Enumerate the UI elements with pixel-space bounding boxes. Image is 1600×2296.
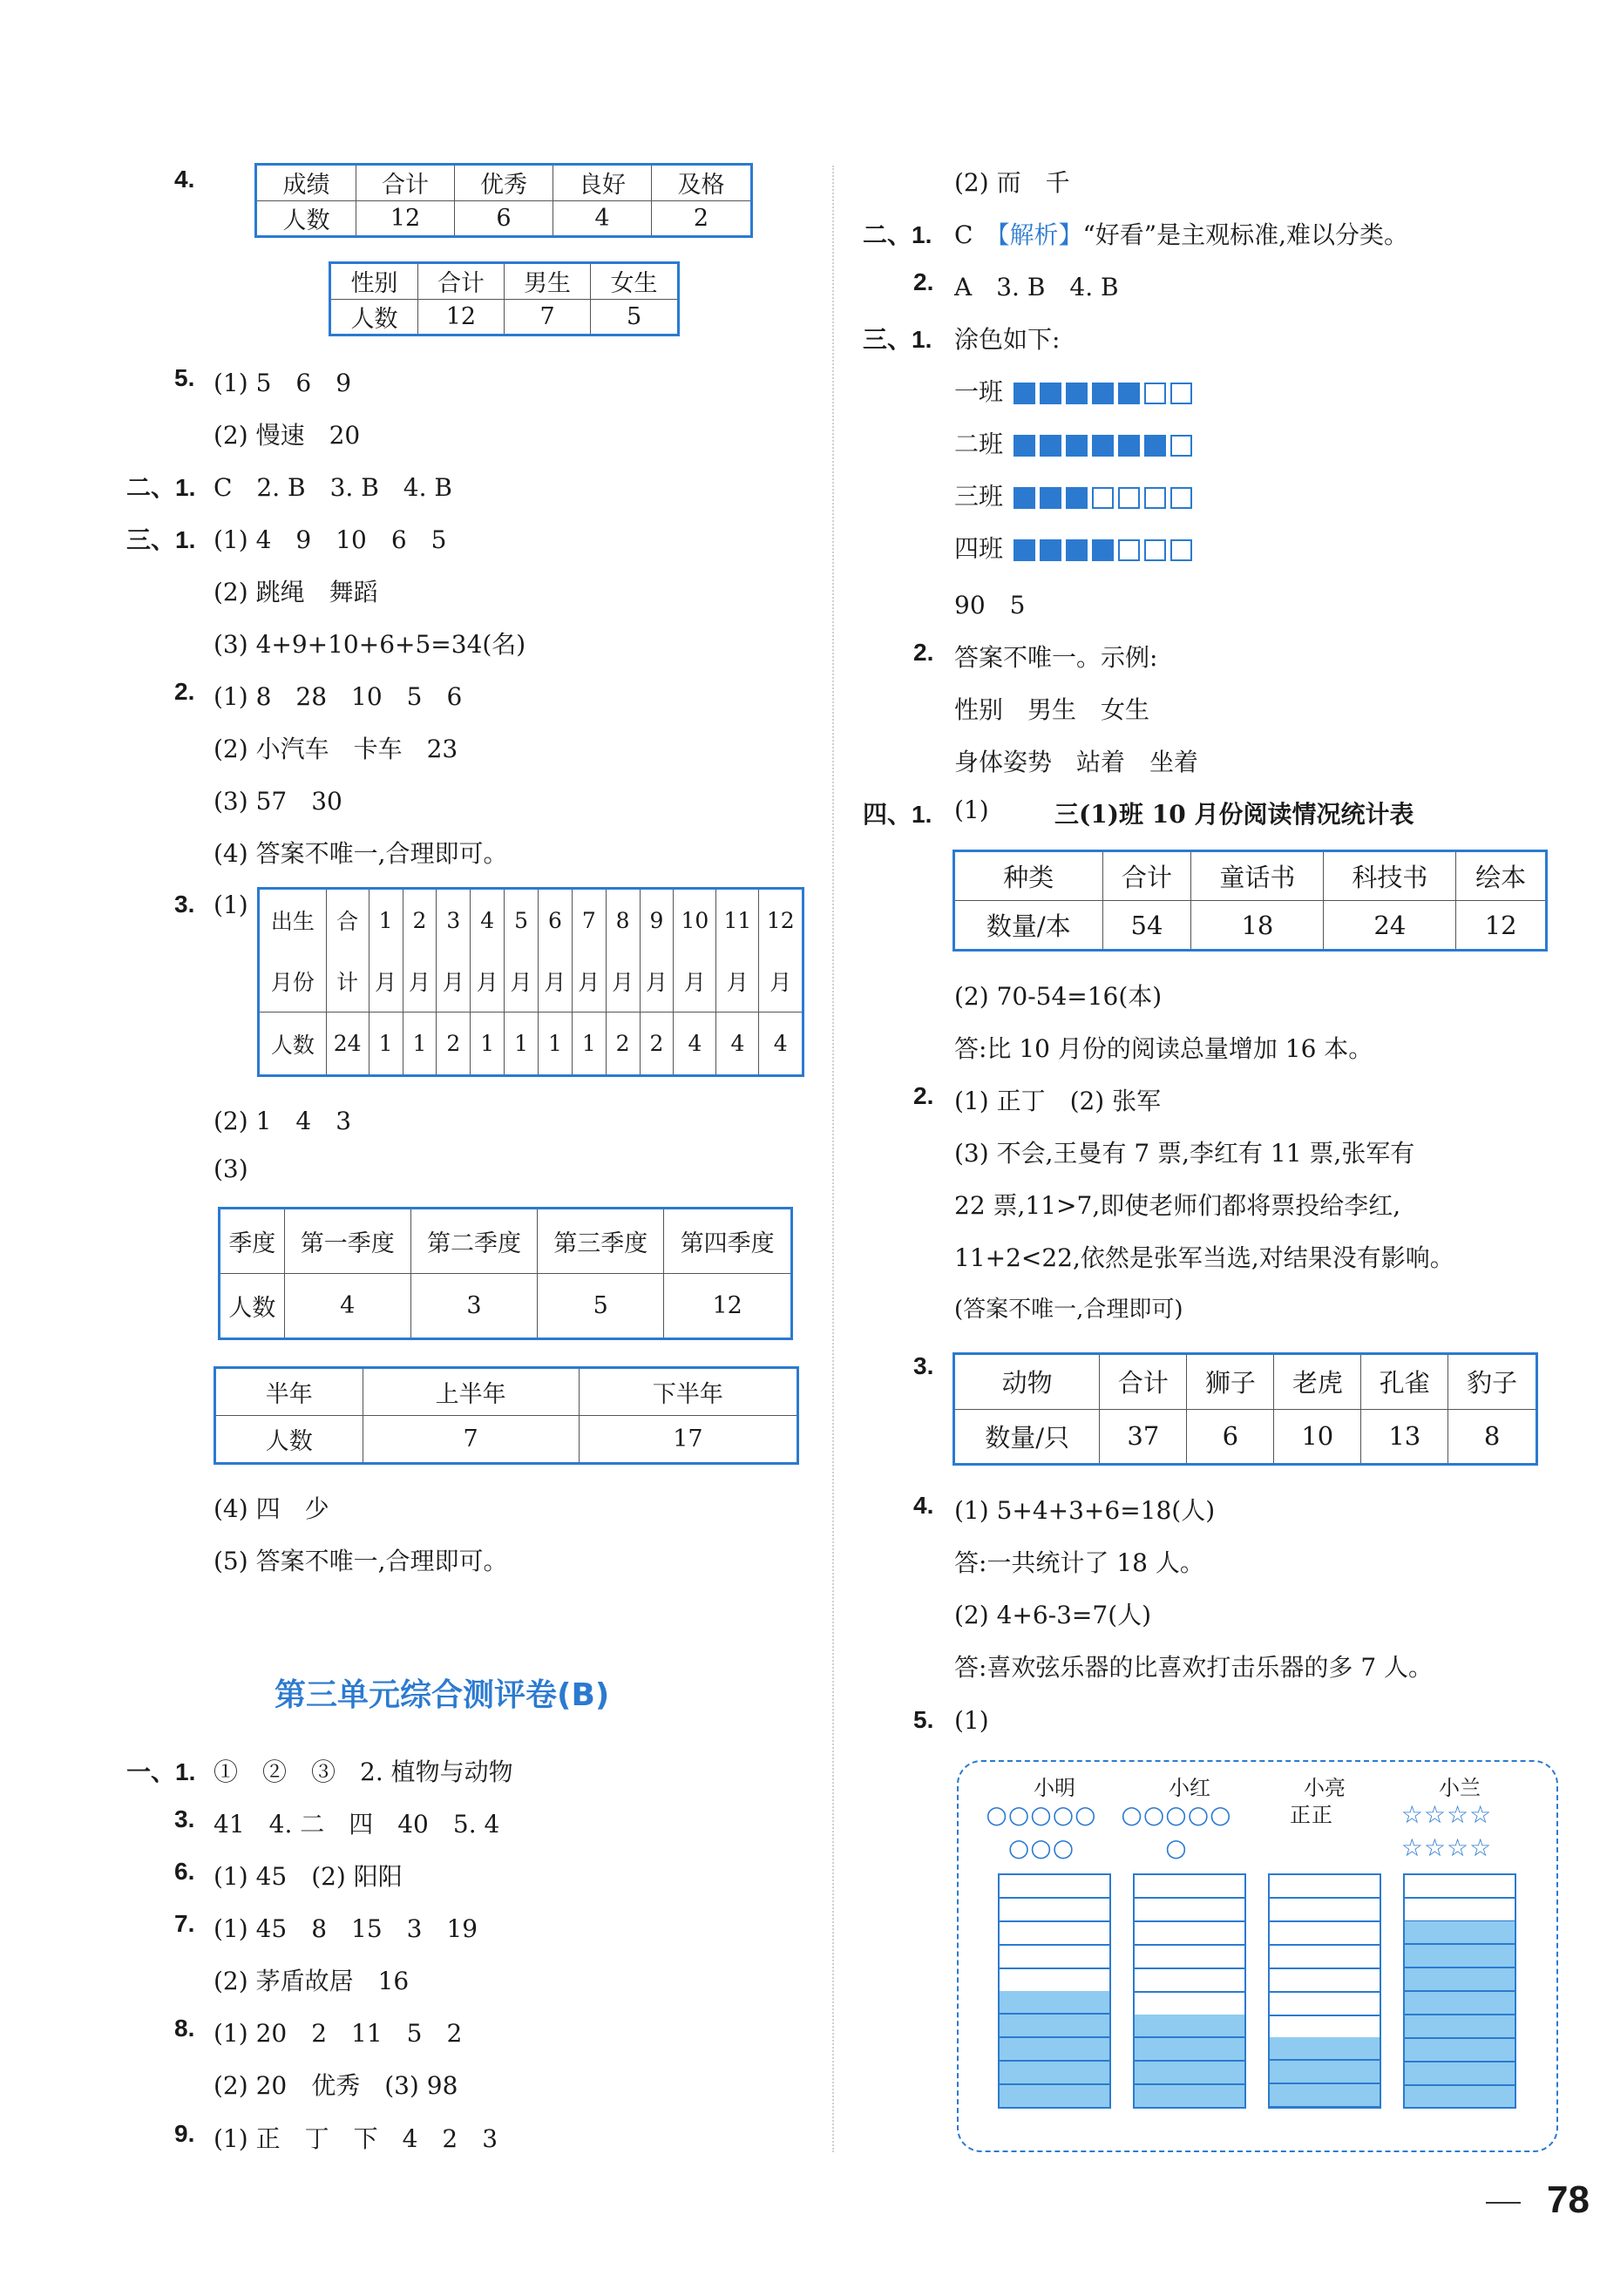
quarter-row	[220, 1209, 792, 1274]
animal-cell: 6	[1187, 1409, 1274, 1465]
empty-square	[1170, 383, 1192, 404]
chart-area	[980, 1771, 1538, 2137]
reading-cell: 绘本	[1456, 851, 1547, 901]
half-cell: 人数	[215, 1416, 363, 1464]
empty-square	[1144, 539, 1166, 561]
section-2-answers: C 2. B 3. B 4. B	[214, 473, 452, 502]
s3-3-2: (2) 1 4 3	[214, 1107, 352, 1135]
filled-square	[1040, 435, 1061, 457]
animal-cell: 豹子	[1448, 1354, 1537, 1410]
grades-row	[256, 165, 752, 201]
half-cell: 下半年	[579, 1368, 797, 1416]
s3-2-3: (3) 57 30	[214, 787, 342, 816]
month-cell: 月	[471, 951, 505, 1012]
month-cell: 月	[674, 951, 716, 1012]
half-year-table	[214, 1366, 799, 1465]
empty-square	[1092, 487, 1114, 509]
month-cell: 月	[606, 951, 640, 1012]
r3-2-label: 2.	[913, 639, 934, 666]
reading-cell: 合计	[1102, 851, 1191, 901]
r4-label: 四、1.	[863, 801, 932, 828]
class-row	[954, 425, 1197, 460]
month-cell: 出生	[259, 889, 327, 952]
grades-cell: 6	[455, 200, 553, 237]
chart-tally: 正正	[1290, 1803, 1333, 1827]
reading-cell: 数量/本	[954, 901, 1103, 951]
filled-square	[1014, 435, 1035, 457]
filled-square	[1014, 487, 1035, 509]
chart-category-label: 小红	[1169, 1776, 1210, 1800]
b9-label: 9.	[174, 2120, 195, 2147]
month-cell: 24	[326, 1013, 369, 1076]
r2-2-answers: A 3. B 4. B	[954, 273, 1119, 301]
grades-cell: 及格	[651, 165, 751, 201]
month-cell: 3	[437, 889, 471, 952]
month-cell: 1	[369, 889, 403, 952]
empty-square	[1144, 383, 1166, 404]
s3-2-2: (2) 小汽车 卡车 23	[214, 735, 458, 763]
b3-label: 3.	[174, 1805, 195, 1832]
unit-title: 第三单元综合测评卷(B)	[275, 1677, 610, 1713]
s3-1-3: (3) 4+9+10+6+5=34(名)	[214, 630, 526, 659]
gender-cell: 7	[504, 299, 590, 335]
gender-cell: 12	[417, 299, 504, 335]
filled-square	[1144, 435, 1166, 457]
quarter-cell: 第四季度	[664, 1209, 792, 1274]
r4d-1-answer: 答:一共统计了 18 人。	[954, 1548, 1204, 1577]
gender-cell: 5	[591, 299, 679, 335]
r4-2-answer: 答:比 10 月份的阅读总量增加 16 本。	[954, 1034, 1373, 1063]
reading-table-title: 三(1)班 10 月份阅读情况统计表	[1054, 800, 1414, 829]
animal-cell: 13	[1361, 1409, 1448, 1465]
month-row	[259, 889, 803, 952]
b8-answers-1: (1) 20 2 11 5 2	[214, 2019, 463, 2048]
r4d-2: (2) 4+6-3=7(人)	[954, 1601, 1152, 1629]
month-cell: 1	[538, 1013, 572, 1076]
r2-choice: C	[954, 220, 973, 249]
chart-bar	[1000, 1991, 1109, 2107]
q5-label: 5.	[174, 364, 195, 391]
b7-label: 7.	[174, 1910, 195, 1937]
gender-cell: 合计	[417, 263, 504, 300]
filled-square	[1118, 383, 1140, 404]
r3-2-a: 性别 男生 女生	[954, 695, 1150, 724]
grades-row	[256, 200, 752, 237]
filled-square	[1092, 383, 1114, 404]
month-cell: 月	[538, 951, 572, 1012]
quarter-row	[220, 1274, 792, 1339]
tally-bar-chart	[957, 1760, 1558, 2152]
quarter-cell: 12	[664, 1274, 792, 1339]
animal-row	[954, 1354, 1537, 1410]
class-name: 四班	[954, 534, 1004, 563]
gender-cell: 男生	[504, 263, 590, 300]
animal-cell: 动物	[954, 1354, 1100, 1410]
r2-2-label: 2.	[913, 268, 934, 295]
month-cell: 2	[606, 1013, 640, 1076]
filled-square	[1066, 539, 1088, 561]
month-cell: 1	[572, 1013, 606, 1076]
reading-table	[953, 850, 1548, 952]
filled-square	[1092, 539, 1114, 561]
month-cell: 7	[572, 889, 606, 952]
gender-cell: 女生	[591, 263, 679, 300]
month-cell: 月	[716, 951, 759, 1012]
page-number: 78	[1547, 2178, 1590, 2221]
s3-2-label: 2.	[174, 678, 195, 705]
reading-row	[954, 901, 1547, 951]
month-cell: 4	[674, 1013, 716, 1076]
grades-cell: 2	[651, 200, 751, 237]
month-cell: 月	[403, 951, 437, 1012]
grades-cell: 12	[356, 200, 455, 237]
s3-3-4: (4) 四 少	[214, 1494, 329, 1523]
month-cell: 4	[471, 889, 505, 952]
r4b-1: (1) 正丁 (2) 张军	[954, 1087, 1162, 1115]
grades-cell: 合计	[356, 165, 455, 201]
r4b-label: 2.	[913, 1082, 934, 1109]
gender-row	[330, 299, 679, 335]
r4b-3a: (3) 不会,王曼有 7 票,李红有 11 票,张军有	[954, 1139, 1415, 1168]
filled-square	[1092, 435, 1114, 457]
empty-square	[1170, 487, 1192, 509]
filled-square	[1014, 539, 1035, 561]
b1-answers: ① ② ③ 2. 植物与动物	[214, 1758, 513, 1786]
r3-2: 答案不唯一。示例:	[954, 643, 1158, 672]
animal-cell: 老虎	[1274, 1354, 1361, 1410]
class-row	[954, 373, 1197, 408]
chart-bar	[1135, 2015, 1244, 2107]
empty-square	[1118, 487, 1140, 509]
r3-2-b: 身体姿势 站着 坐着	[954, 748, 1199, 776]
filled-square	[1014, 383, 1035, 404]
grades-cell: 良好	[553, 165, 651, 201]
section-2-label: 二、1.	[126, 474, 196, 501]
animal-cell: 37	[1100, 1409, 1187, 1465]
quarter-cell: 第一季度	[284, 1209, 410, 1274]
b7-answers-2: (2) 茅盾故居 16	[214, 1967, 410, 1995]
b1-label: 一、1.	[126, 1758, 196, 1785]
s3-1-1: (1) 4 9 10 6 5	[214, 525, 447, 554]
half-cell: 半年	[215, 1368, 363, 1416]
b3-answers: 41 4. 二 四 40 5. 4	[214, 1810, 500, 1839]
chart-bar	[1270, 2037, 1380, 2107]
grades-cell: 优秀	[455, 165, 553, 201]
chart-bar-frame	[998, 1873, 1111, 2109]
month-cell: 8	[606, 889, 640, 952]
filled-square	[1118, 435, 1140, 457]
gender-table	[329, 261, 680, 336]
month-cell: 1	[505, 1013, 539, 1076]
reading-cell: 12	[1456, 901, 1547, 951]
q4-label: 4.	[174, 166, 195, 193]
b9-answers: (1) 正 丁 下 4 2 3	[214, 2124, 498, 2153]
quarter-cell: 人数	[220, 1274, 285, 1339]
grades-cell: 成绩	[256, 165, 356, 201]
filled-square	[1040, 487, 1061, 509]
half-cell: 7	[363, 1416, 579, 1464]
s3-3-5: (5) 答案不唯一,合理即可。	[214, 1547, 508, 1575]
reading-cell: 54	[1102, 901, 1191, 951]
month-cell: 1	[471, 1013, 505, 1076]
column-divider	[832, 166, 834, 2152]
month-cell: 2	[403, 889, 437, 952]
animal-cell: 8	[1448, 1409, 1537, 1465]
reading-cell: 种类	[954, 851, 1103, 901]
animal-cell: 孔雀	[1361, 1354, 1448, 1410]
half-row	[215, 1368, 798, 1416]
s3-3-label: 3.	[174, 891, 195, 918]
quarter-cell: 4	[284, 1274, 410, 1339]
r4d-1: (1) 5+4+3+6=18(人)	[954, 1496, 1216, 1525]
r2-analysis: “好看”是主观标准,难以分类。	[1082, 220, 1408, 249]
month-cell: 5	[505, 889, 539, 952]
month-cell: 计	[326, 951, 369, 1012]
section-3-label: 三、1.	[126, 526, 196, 553]
half-row	[215, 1416, 798, 1464]
month-cell: 2	[640, 1013, 674, 1076]
month-cell: 4	[759, 1013, 803, 1076]
gender-cell: 性别	[330, 263, 418, 300]
filled-square	[1066, 435, 1088, 457]
month-cell: 月	[437, 951, 471, 1012]
filled-square	[1066, 383, 1088, 404]
r4b-3b: 22 票,11>7,即使老师们都将票投给李红,	[954, 1191, 1401, 1220]
empty-square	[1144, 487, 1166, 509]
class-name: 一班	[954, 377, 1004, 406]
month-cell: 月	[640, 951, 674, 1012]
class-row	[954, 530, 1197, 565]
month-row	[259, 1013, 803, 1076]
animal-cell: 数量/只	[954, 1409, 1100, 1465]
empty-square	[1118, 539, 1140, 561]
chart-tally: ☆☆☆☆☆☆☆☆	[1400, 1800, 1493, 1862]
filled-square	[1040, 539, 1061, 561]
r3-label: 三、1.	[863, 326, 932, 353]
reading-row	[954, 851, 1547, 901]
q5-answer-1: (1) 5 6 9	[214, 369, 352, 397]
month-cell: 1	[403, 1013, 437, 1076]
r3-1: 涂色如下:	[954, 325, 1061, 354]
r2-label: 二、1.	[863, 221, 932, 248]
r4e-1: (1)	[954, 1706, 989, 1735]
page-number-rule	[1486, 2202, 1521, 2204]
class-row	[954, 477, 1197, 512]
gender-row	[330, 263, 679, 300]
month-cell: 人数	[259, 1013, 327, 1076]
reading-cell: 24	[1324, 901, 1456, 951]
animal-table	[953, 1352, 1538, 1466]
r4b-3c: 11+2<22,依然是张军当选,对结果没有影响。	[954, 1243, 1454, 1272]
quarter-cell: 3	[410, 1274, 537, 1339]
half-cell: 上半年	[363, 1368, 579, 1416]
chart-category-label: 小亮	[1304, 1776, 1346, 1800]
b7-answers-1: (1) 45 8 15 3 19	[214, 1914, 478, 1943]
animal-cell: 10	[1274, 1409, 1361, 1465]
reading-cell: 童话书	[1191, 851, 1324, 901]
s3-2-4: (4) 答案不唯一,合理即可。	[214, 839, 508, 868]
chart-bar	[1405, 1921, 1515, 2107]
half-cell: 17	[579, 1416, 797, 1464]
filled-square	[1066, 487, 1088, 509]
month-cell: 11	[716, 889, 759, 952]
month-cell: 6	[538, 889, 572, 952]
quarter-cell: 季度	[220, 1209, 285, 1274]
r4e-label: 5.	[913, 1706, 934, 1733]
month-cell: 1	[369, 1013, 403, 1076]
chart-bar-frame	[1133, 1873, 1246, 2109]
month-cell: 12	[759, 889, 803, 952]
chart-category-label: 小明	[1034, 1776, 1075, 1800]
r3-1-answer: 90 5	[954, 591, 1026, 620]
month-cell: 9	[640, 889, 674, 952]
grades-table	[254, 163, 753, 238]
quarter-cell: 第二季度	[410, 1209, 537, 1274]
b8-label: 8.	[174, 2015, 195, 2042]
quarter-cell: 5	[538, 1274, 664, 1339]
b8-answers-2: (2) 20 优秀 (3) 98	[214, 2071, 458, 2100]
animal-row	[954, 1409, 1537, 1465]
month-cell: 4	[716, 1013, 759, 1076]
animal-cell: 狮子	[1187, 1354, 1274, 1410]
r2-answer	[954, 216, 1408, 251]
filled-square	[1040, 383, 1061, 404]
empty-square	[1170, 539, 1192, 561]
r4c-label: 3.	[913, 1352, 934, 1379]
quarter-cell: 第三季度	[538, 1209, 664, 1274]
s3-1-2: (2) 跳绳 舞蹈	[214, 578, 378, 606]
month-cell: 2	[437, 1013, 471, 1076]
month-row	[259, 951, 803, 1012]
month-cell: 合	[326, 889, 369, 952]
q5-answer-2: (2) 慢速 20	[214, 421, 361, 450]
empty-square	[1170, 435, 1192, 457]
chart-category-label: 小兰	[1439, 1776, 1481, 1800]
gender-cell: 人数	[330, 299, 418, 335]
reading-cell: 18	[1191, 901, 1324, 951]
birth-month-table	[257, 887, 804, 1077]
chart-bar-frame	[1403, 1873, 1516, 2109]
r4-2: (2) 70-54=16(本)	[954, 982, 1163, 1011]
class-name: 三班	[954, 482, 1004, 511]
month-cell: 月	[505, 951, 539, 1012]
b6-label: 6.	[174, 1858, 195, 1885]
s3-3-1: (1)	[214, 891, 248, 919]
r4b-3d: (答案不唯一,合理即可)	[954, 1297, 1183, 1323]
s3-3-3: (3)	[214, 1155, 248, 1183]
class-name: 二班	[954, 430, 1004, 458]
month-cell: 10	[674, 889, 716, 952]
month-cell: 月	[369, 951, 403, 1012]
chart-bar-frame	[1268, 1873, 1381, 2109]
animal-cell: 合计	[1100, 1354, 1187, 1410]
r0: (2) 而 千	[954, 168, 1070, 197]
quarter-table	[218, 1207, 793, 1340]
s3-2-1: (1) 8 28 10 5 6	[214, 682, 463, 711]
grades-cell: 人数	[256, 200, 356, 237]
chart-tally: ○○○○○○	[1121, 1800, 1232, 1862]
month-cell: 月	[759, 951, 803, 1012]
r4d-label: 4.	[913, 1492, 934, 1519]
reading-cell: 科技书	[1324, 851, 1456, 901]
chart-tally: ○○○○○○○○	[986, 1800, 1097, 1862]
r4-1: (1)	[954, 796, 989, 824]
month-cell: 月份	[259, 951, 327, 1012]
b6-answers: (1) 45 (2) 阳阳	[214, 1862, 403, 1891]
r4d-2-answer: 答:喜欢弦乐器的比喜欢打击乐器的多 7 人。	[954, 1653, 1434, 1682]
analysis-tag: 【解析】	[997, 220, 1083, 249]
month-cell: 月	[572, 951, 606, 1012]
grades-cell: 4	[553, 200, 651, 237]
